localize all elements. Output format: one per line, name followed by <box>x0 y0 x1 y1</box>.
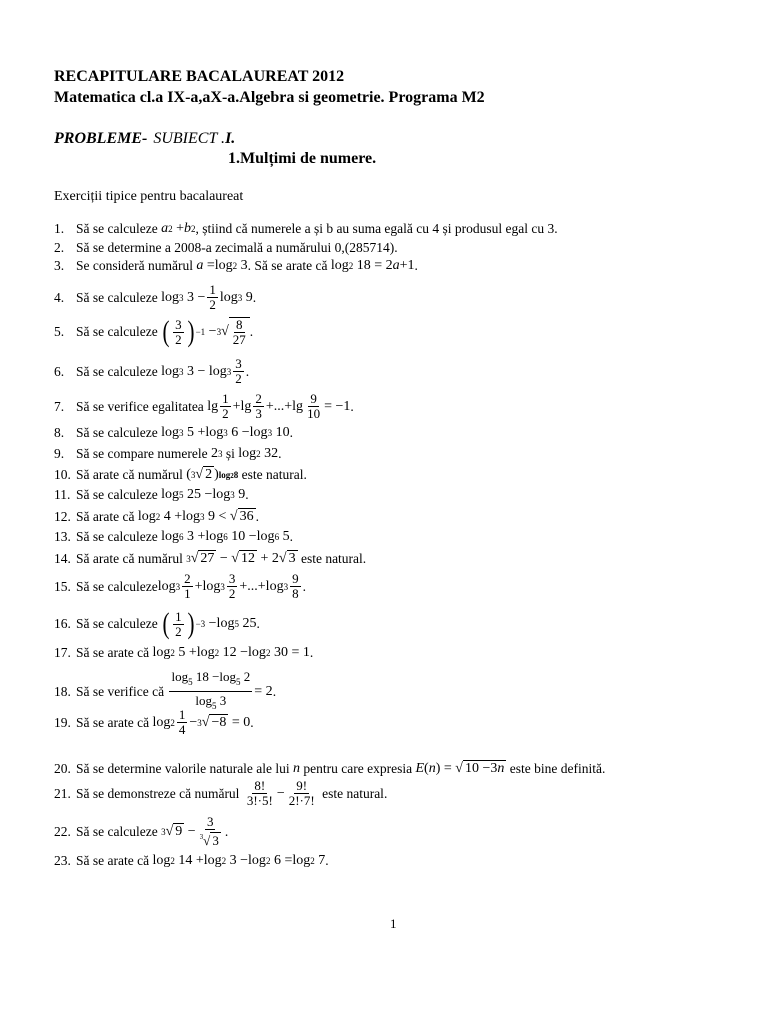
math-expression: log 2 14 +log 2 3 −log 2 6 =log 2 7 <box>152 853 326 868</box>
exercise-item: 1. Să se calculeze a 2 + b 2 , știind că numerele a și b au suma egală cu 4 și produsul egal cu 3. <box>54 221 558 236</box>
exercise-item: 7. Să se verifice egalitatea lg $\frac{1}{2}$ +lg $\frac{2}{3}$ +...+lg $\frac{9}{10}$ = −1 . <box>54 391 354 421</box>
math-expression: log 2 $\frac{1}{4}$ − 3 √ −8 = 0 <box>152 707 251 737</box>
exercise-item: 6. Să se calculeze log 3 3 − log 3 $\frac{3}{2}$ . <box>54 356 250 386</box>
exercise-item: 20. Să se determine valorile naturale ale lui n pentru care expresia E ( n ) = √ 10 −3n este bine definită. <box>54 760 606 776</box>
section-title: 1.Mulțimi de numere. <box>228 150 377 167</box>
problems-label: PROBLEME- <box>54 130 148 147</box>
exercise-item: 16. Să se calculeze ( $\frac{1}{2}$ ) −3 −log 5 25 . <box>54 607 260 640</box>
exercise-item: 18. Să se verifice că $\frac{\log_5 18 -\log_5 2}{\log_5 3}$ = 2 . <box>54 668 276 715</box>
math-expression: ( 3 √ 2 ) log28 <box>186 466 239 482</box>
math-expression: a =log 2 3 <box>196 258 248 273</box>
math-expression: lg $\frac{1}{2}$ +lg $\frac{2}{3}$ +...+lg $\frac{9}{10}$ = −1 <box>207 391 351 421</box>
exercise-item: 3. Se consideră numărul a =log 2 3 . Să se arate că log 2 18 = 2 a +1 . <box>54 258 418 273</box>
math-expression: log 3 $\frac{2}{1}$ +log 3 $\frac{3}{2}$ +...+log 3 $\frac{9}{8}$ <box>157 571 299 601</box>
page-number: 1 <box>390 916 397 931</box>
math-expression: E ( n ) = √ 10 −3n <box>415 760 505 776</box>
math-expression: 3 √ 9 − $\frac{3}{^3√ 3}$ <box>161 814 219 848</box>
math-expression: ( $\frac{3}{2}$ ) −1 − 3 √ $\frac{8}{27}$ <box>161 317 250 347</box>
document-title: RECAPITULARE BACALAUREAT 2012 <box>54 68 345 85</box>
math-expression: ( $\frac{1}{2}$ ) −3 −log 5 25 <box>162 607 257 640</box>
math-expression: log 3 3 − log 3 $\frac{3}{2}$ <box>161 356 242 386</box>
math-expression: log 6 3 +log 6 10 −log 6 5 <box>161 529 290 544</box>
math-expression: a 2 + b 2 <box>161 221 196 236</box>
math-expression: log 3 5 +log 3 6 −log 3 10 <box>161 425 290 440</box>
exercise-item: 10. Să arate că numărul ( 3 √ 2 ) log28 este natural. <box>54 466 307 482</box>
exercise-item: 23. Să se arate că log 2 14 +log 2 3 −log 2 6 =log 2 7 . <box>54 853 329 868</box>
math-expression: 3 √ 27 − √ 12 + 2√ 3 <box>186 550 296 566</box>
exercise-item: 14. Să arate că numărul 3 √ 27 − √ 12 + 2√ 3 este natural. <box>54 550 367 566</box>
math-expression: log 2 18 = 2 a +1 <box>330 258 415 273</box>
exercise-item: 17. Să se arate că log 2 5 +log 2 12 −log 2 30 = 1 . <box>54 645 314 660</box>
math-expression: log 3 3 − $\frac{1}{2}$ log 3 9 <box>161 282 253 312</box>
subject-number: I. <box>225 130 236 147</box>
exercise-item: 5. Să se calculeze ( $\frac{3}{2}$ ) −1 − 3 √ $\frac{8}{27}$ . <box>54 315 254 348</box>
exercise-item: 22. Să se calculeze 3 √ 9 − $\frac{3}{^3√ 3}$ . <box>54 814 229 848</box>
exercise-item: 21. Să se demonstreze că numărul $\frac{8!}{3!\cdot 5!}$ − $\frac{9!}{2!\cdot 7!}$ este natural. <box>54 778 388 808</box>
subject-heading <box>54 130 235 148</box>
exercise-item: 13. Să se calculeze log 6 3 +log 6 10 −log 6 5 . <box>54 529 293 544</box>
math-expression: $\frac{8!}{3!\cdot 5!}$ − $\frac{9!}{2!\cdot 7!}$ <box>246 778 315 808</box>
subject-label: SUBIECT . <box>153 130 226 147</box>
exercise-item: 11. Să se calculeze log 5 25 −log 3 9 . <box>54 487 249 502</box>
exercise-item: 4. Să se calculeze log 3 3 − $\frac{1}{2}$ log 3 9 . <box>54 282 257 312</box>
math-expression: log 2 32 <box>238 446 279 461</box>
intro-text: Exerciții tipice pentru bacalaureat <box>54 189 244 204</box>
exercise-item: 8. Să se calculeze log 3 5 +log 3 6 −log 3 10 . <box>54 425 293 440</box>
document-subtitle: Matematica cl.a IX-a,aX-a.Algebra si geometrie. Programa M2 <box>54 89 485 106</box>
math-expression: log 2 5 +log 2 12 −log 2 30 = 1 <box>152 645 310 660</box>
math-expression: n <box>293 760 301 776</box>
exercise-item: 2. Să se determine a 2008-a zecimală a numărului 0,(285714). <box>54 240 398 255</box>
exercise-item: 9. Să se compare numerele 2 3 și log 2 32 . <box>54 446 282 461</box>
exercise-item: 12. Să arate că log 2 4 +log 3 9 < √ 36 . <box>54 508 259 524</box>
exercise-item: 19. Să se arate că log 2 $\frac{1}{4}$ − 3 √ −8 = 0 . <box>54 707 254 737</box>
math-expression: $\frac{\log_5 18 -\log_5 2}{\log_5 3}$ = 2 <box>171 669 273 711</box>
math-expression: 2 3 <box>210 446 223 461</box>
math-expression: log 2 4 +log 3 9 < √ 36 <box>137 508 254 524</box>
math-expression: log 5 25 −log 3 9 <box>161 487 246 502</box>
exercise-item: 15. Să se calculeze log 3 $\frac{2}{1}$ +log 3 $\frac{3}{2}$ +...+log 3 $\frac{9}{8}$ . <box>54 571 306 601</box>
